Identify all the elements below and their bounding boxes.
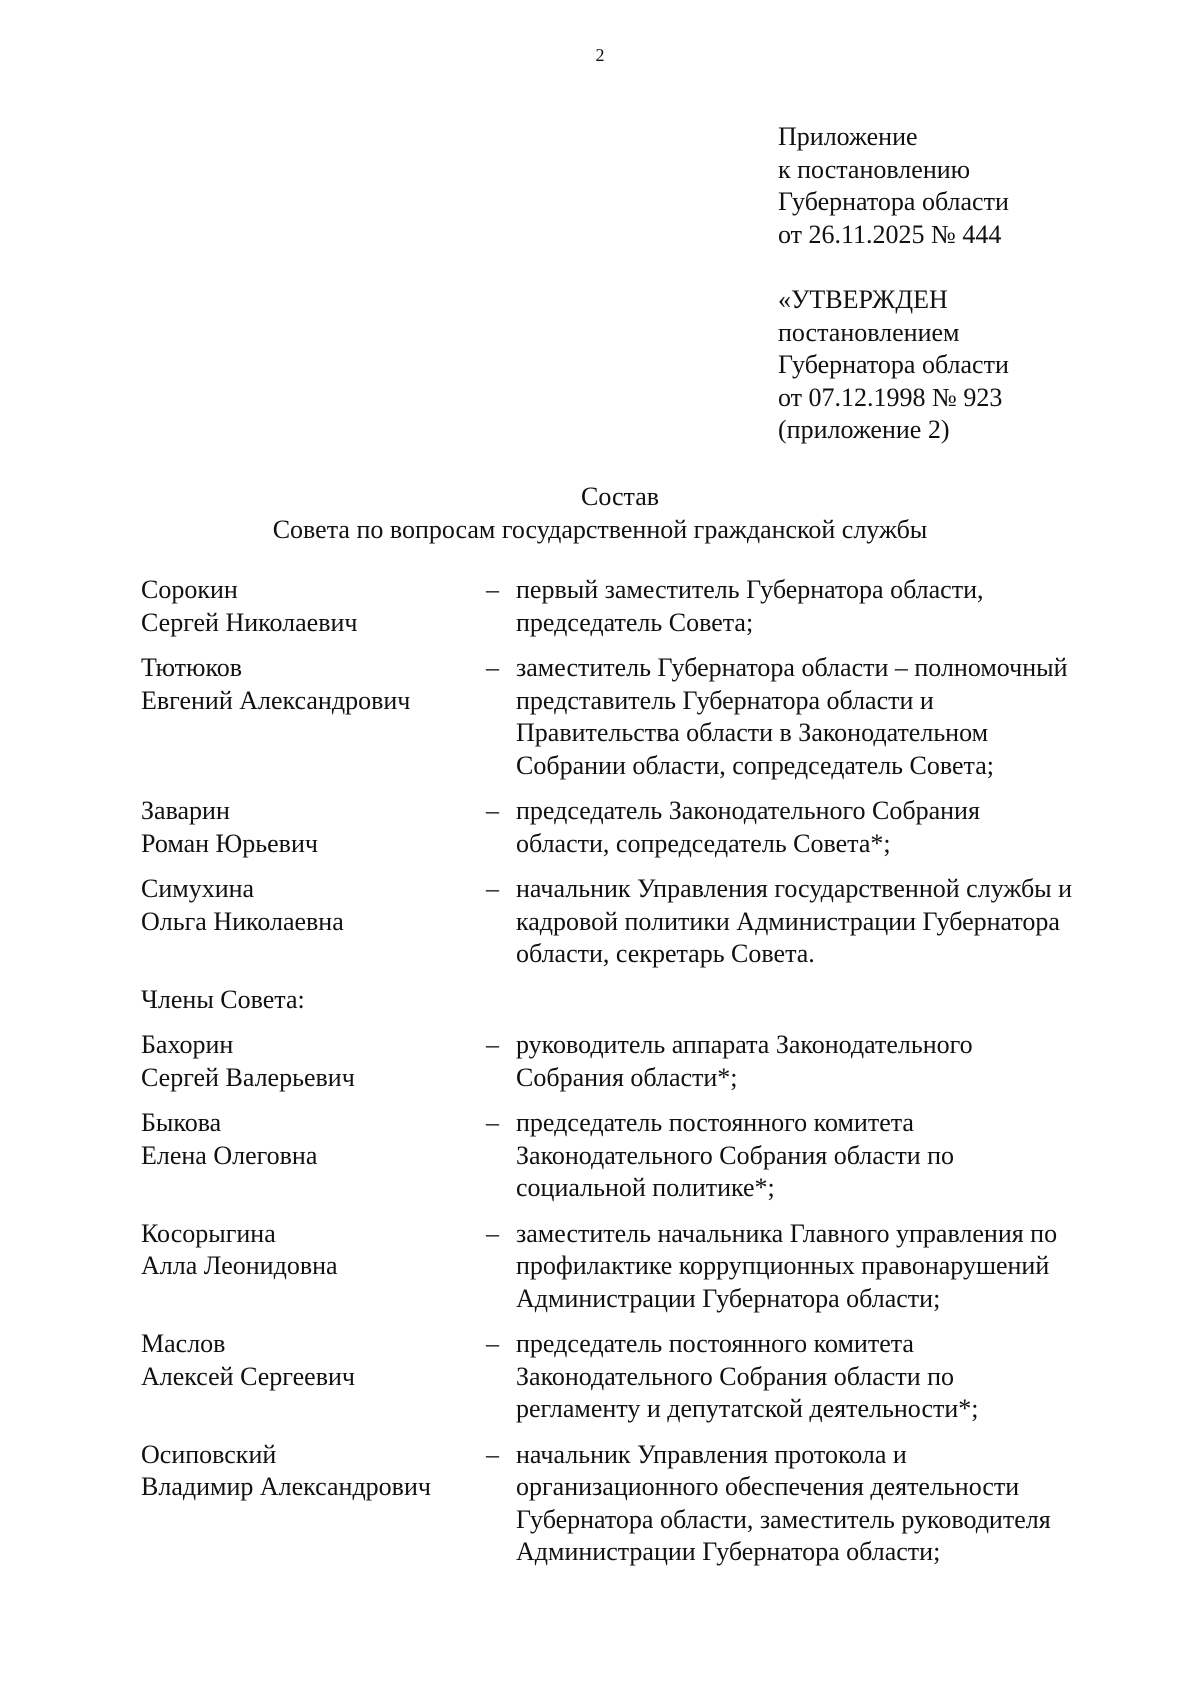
member-role-line: регламенту и депутатской деятельности*; bbox=[516, 1394, 979, 1423]
member-role bbox=[516, 795, 1151, 860]
member-surname: Бахорин bbox=[141, 1030, 234, 1059]
member-role bbox=[516, 652, 1151, 782]
council-member-row bbox=[141, 1328, 1151, 1426]
member-dash: – bbox=[486, 874, 499, 903]
member-surname: Симухина bbox=[141, 874, 255, 903]
council-member-row bbox=[141, 1107, 1151, 1205]
approval-block bbox=[778, 284, 1158, 447]
member-dash: – bbox=[486, 1329, 499, 1358]
member-surname: Тютюков bbox=[141, 653, 243, 682]
member-role-line: председатель постоянного комитета bbox=[516, 1108, 914, 1137]
member-role-line: представитель Губернатора области и bbox=[516, 685, 934, 715]
member-dash: – bbox=[486, 1218, 499, 1248]
members-label: Члены Совета: bbox=[141, 984, 305, 1014]
appendix-line: от 26.11.2025 № 444 bbox=[778, 219, 1002, 249]
member-given-names: Сергей Валерьевич bbox=[141, 1062, 355, 1092]
council-member-row bbox=[141, 795, 1151, 860]
document-title bbox=[0, 480, 1200, 546]
council-member-row bbox=[141, 873, 1151, 971]
member-role-line: кадровой политики Администрации Губернатора bbox=[516, 906, 1060, 936]
member-given-names: Владимир Александрович bbox=[141, 1472, 431, 1501]
member-name bbox=[141, 1107, 486, 1172]
member-dash: – bbox=[486, 1030, 499, 1059]
member-given-names: Евгений Александрович bbox=[141, 685, 411, 715]
member-role bbox=[516, 1029, 1151, 1094]
member-role-line: председатель Законодательного Собрания bbox=[516, 796, 980, 825]
council-member-row bbox=[141, 1218, 1151, 1316]
approval-line: от 07.12.1998 № 923 bbox=[778, 382, 1003, 412]
member-role-line: Администрации Губернатора области; bbox=[516, 1537, 941, 1566]
member-surname: Заварин bbox=[141, 796, 230, 825]
member-name bbox=[141, 1439, 486, 1504]
member-dash: – bbox=[486, 1108, 499, 1137]
member-dash: – bbox=[486, 796, 499, 825]
members-list bbox=[141, 1029, 1151, 1569]
page-number: 2 bbox=[595, 45, 605, 65]
member-surname: Быкова bbox=[141, 1108, 222, 1137]
member-name bbox=[141, 873, 486, 938]
member-surname: Косорыгина bbox=[141, 1218, 276, 1248]
approval-line: (приложение 2) bbox=[778, 415, 950, 444]
leadership-list bbox=[141, 574, 1151, 971]
council-roster bbox=[141, 574, 1151, 1582]
member-given-names: Ольга Николаевна bbox=[141, 906, 344, 936]
member-name bbox=[141, 574, 486, 639]
member-name bbox=[141, 652, 486, 717]
member-given-names: Алексей Сергеевич bbox=[141, 1361, 355, 1391]
member-name bbox=[141, 1029, 486, 1094]
member-role bbox=[516, 574, 1151, 639]
approval-line: Губернатора области bbox=[778, 350, 1009, 379]
member-role-line: Администрации Губернатора области; bbox=[516, 1283, 941, 1313]
member-name bbox=[141, 1218, 486, 1283]
appendix-line: Губернатора области bbox=[778, 187, 1009, 216]
member-role-line: председатель постоянного комитета bbox=[516, 1329, 914, 1358]
member-role bbox=[516, 1218, 1151, 1316]
member-role-line: заместитель начальника Главного управления по bbox=[516, 1218, 1058, 1248]
member-role-line: начальник Управления протокола и bbox=[516, 1439, 907, 1469]
member-role-line: Законодательного Собрания области по bbox=[516, 1140, 955, 1170]
member-dash: – bbox=[486, 1439, 499, 1469]
member-role-line: Собрании области, сопредседатель Совета; bbox=[516, 750, 994, 780]
member-role bbox=[516, 1107, 1151, 1205]
member-role-line: заместитель Губернатора области – полномочный bbox=[516, 653, 1068, 682]
member-role-line: руководитель аппарата Законодательного bbox=[516, 1030, 973, 1059]
member-role bbox=[516, 1439, 1151, 1569]
member-role bbox=[516, 873, 1151, 971]
member-role-line: Законодательного Собрания области по bbox=[516, 1361, 955, 1391]
member-role-line: профилактике коррупционных правонарушений bbox=[516, 1251, 1050, 1280]
member-role-line: председатель Совета; bbox=[516, 607, 754, 637]
appendix-line: Приложение bbox=[778, 122, 918, 151]
member-role-line: Губернатора области, заместитель руководителя bbox=[516, 1504, 1051, 1534]
member-role-line: области, секретарь Совета. bbox=[516, 939, 815, 968]
member-dash: – bbox=[486, 575, 499, 604]
member-given-names: Сергей Николаевич bbox=[141, 607, 358, 637]
member-role bbox=[516, 1328, 1151, 1426]
title-line-1: Состав bbox=[580, 482, 660, 511]
member-given-names: Алла Леонидовна bbox=[141, 1251, 338, 1280]
appendix-block bbox=[778, 121, 1158, 251]
member-role-line: организационного обеспечения деятельности bbox=[516, 1472, 1020, 1501]
council-member-row bbox=[141, 652, 1151, 782]
member-role-line: первый заместитель Губернатора области, bbox=[516, 575, 984, 604]
member-given-names: Роман Юрьевич bbox=[141, 828, 318, 858]
member-role-line: Собрания области*; bbox=[516, 1062, 738, 1092]
member-role-line: начальник Управления государственной службы и bbox=[516, 874, 1073, 903]
approval-line: постановлением bbox=[778, 317, 960, 347]
council-member-row bbox=[141, 1439, 1151, 1569]
member-surname: Осиповский bbox=[141, 1439, 277, 1469]
member-name bbox=[141, 1328, 486, 1393]
council-member-row bbox=[141, 574, 1151, 639]
appendix-line: к постановлению bbox=[778, 154, 971, 184]
approval-line: «УТВЕРЖДЕН bbox=[778, 285, 948, 314]
member-surname: Маслов bbox=[141, 1329, 226, 1358]
member-role-line: области, сопредседатель Совета*; bbox=[516, 828, 891, 858]
council-member-row bbox=[141, 1029, 1151, 1094]
member-surname: Сорокин bbox=[141, 575, 238, 604]
member-given-names: Елена Олеговна bbox=[141, 1140, 318, 1170]
member-name bbox=[141, 795, 486, 860]
title-line-2: Совета по вопросам государственной гражданской службы bbox=[272, 515, 928, 544]
member-role-line: социальной политике*; bbox=[516, 1173, 775, 1202]
member-dash: – bbox=[486, 653, 499, 682]
member-role-line: Правительства области в Законодательном bbox=[516, 718, 989, 747]
